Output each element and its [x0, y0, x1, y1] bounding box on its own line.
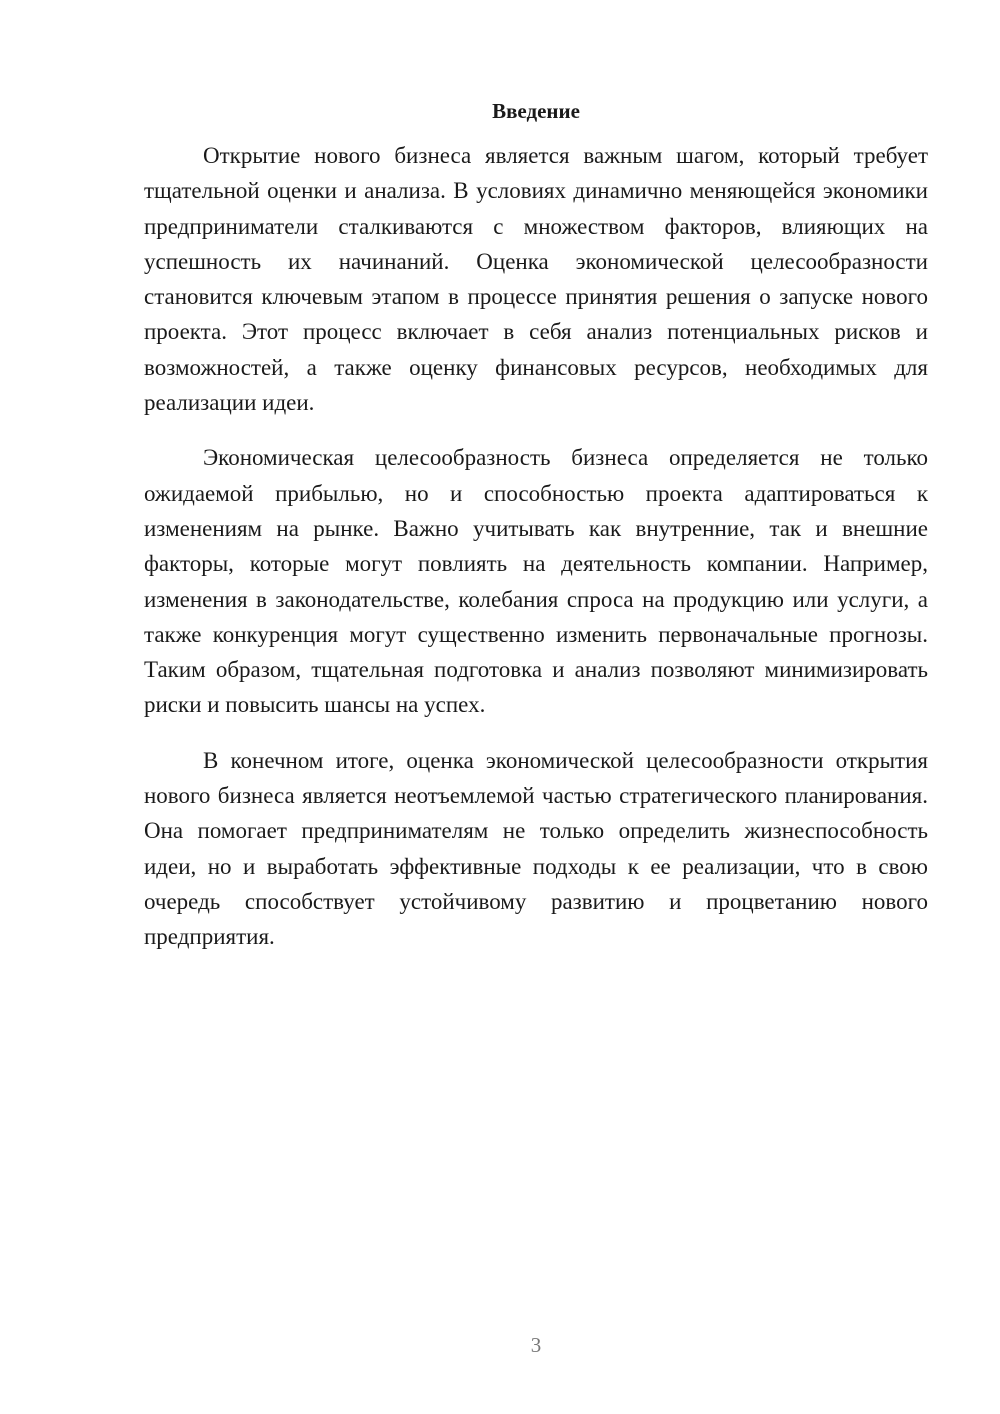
paragraph-1: Открытие нового бизнеса является важным шагом, который требует тщательной оценки и анализа. В условиях динамично меняющейся экономики предприниматели сталкиваются с множеством факторов, влияющих на успешность их начинаний. Оценка экономической целесообразности становится ключевым этапом в процессе принятия решения о запуске нового проекта. Этот процесс включает в себя анализ потенциальных рисков и возможностей, а также оценку финансовых ресурсов, необходимых для реализации идеи.	[144, 143, 928, 416]
document-page	[144, 96, 928, 975]
paragraph-2: Экономическая целесообразность бизнеса определяется не только ожидаемой прибылью, но и способностью проекта адаптироваться к изменениям на рынке. Важно учитывать как внутренние, так и внешние факторы, которые могут повлиять на деятельность компании. Например, изменения в законодательстве, колебания спроса на продукцию или услуги, а также конкуренция могут существенно изменить первоначальные прогнозы. Таким образом, тщательная подготовка и анализ позволяют минимизировать риски и повысить шансы на успех.	[144, 445, 928, 718]
page-number: 3	[530, 1333, 542, 1357]
paragraph-3: В конечном итоге, оценка экономической целесообразности открытия нового бизнеса является неотъемлемой частью стратегического планирования. Она помогает предпринимателям не только определить жизнеспособность идеи, но и выработать эффективные подходы к ее реализации, что в свою очередь способствует устойчивому развитию и процветанию нового предприятия.	[144, 747, 928, 950]
section-title: Введение	[492, 99, 580, 123]
